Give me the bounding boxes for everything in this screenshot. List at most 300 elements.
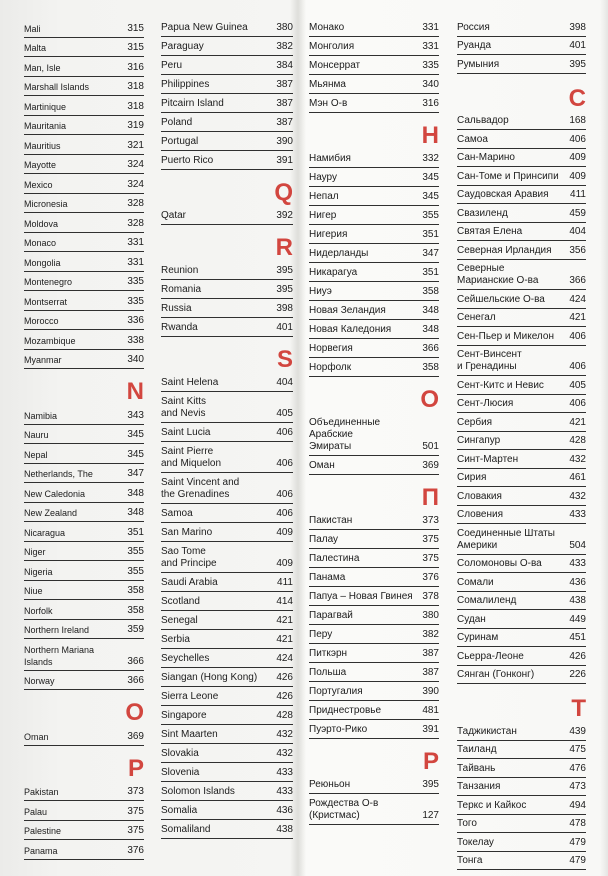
index-entry — [24, 786, 144, 801]
entry-page-number: 432 — [569, 453, 586, 465]
entry-page-number: 375 — [127, 825, 144, 836]
index-entry — [457, 651, 586, 666]
entry-name: Sierra Leone — [161, 691, 219, 702]
entry-page-number: 409 — [276, 558, 293, 569]
entry-name: Польша — [309, 667, 347, 678]
index-entry — [309, 724, 439, 739]
entry-page-number: 406 — [569, 361, 586, 372]
entry-page-number: 426 — [569, 650, 586, 662]
entry-name: Панама — [309, 572, 346, 583]
entry-name: Mauritius — [24, 140, 61, 151]
index-entry — [161, 653, 293, 668]
entry-name: San Marino — [161, 527, 213, 538]
entry-name: Ниуэ — [309, 286, 332, 297]
entry-page-number: 358 — [422, 286, 439, 297]
index-entry — [161, 136, 293, 151]
entry-page-number: 366 — [127, 675, 144, 686]
index-entry — [457, 226, 586, 241]
index-entry — [161, 748, 293, 763]
index-entry — [24, 42, 144, 57]
entry-name: Сенегал — [457, 312, 496, 323]
entry-name: Теркс и Кайкос — [457, 799, 527, 811]
entry-page-number: 404 — [276, 377, 293, 388]
entry-page-number: 439 — [569, 725, 586, 737]
entry-page-number: 369 — [422, 460, 439, 471]
index-entry — [24, 23, 144, 38]
entry-name: Norway — [24, 676, 55, 686]
entry-name: Montenegro — [24, 277, 73, 287]
entry-page-number: 436 — [276, 805, 293, 816]
entry-name: Свазиленд — [457, 207, 508, 219]
entry-page-number: 375 — [422, 534, 439, 545]
index-entry — [161, 577, 293, 592]
index-entry — [309, 324, 439, 339]
entry-name: Токелау — [457, 836, 494, 848]
section-letter: О — [420, 386, 439, 413]
entry-page-number: 331 — [127, 237, 144, 248]
entry-page-number: 343 — [127, 409, 144, 421]
index-entry — [161, 805, 293, 820]
entry-page-number: 398 — [569, 21, 586, 33]
entry-page-number: 347 — [422, 248, 439, 259]
index-entry — [24, 335, 144, 350]
entry-page-number: 451 — [569, 632, 586, 643]
entry-name: Португалия — [309, 686, 363, 697]
entry-name: Mongolia — [24, 257, 61, 268]
index-entry — [24, 179, 144, 194]
entry-name: Morocco — [24, 316, 59, 326]
entry-name: Mauritania — [24, 121, 67, 131]
entry-name: Реюньон — [309, 779, 351, 790]
entry-page-number: 479 — [569, 855, 586, 866]
entry-name: Rwanda — [161, 322, 198, 333]
entry-name: Сирия — [457, 472, 487, 483]
entry-name: Сомалиленд — [457, 595, 517, 606]
entry-name: Северные Марианские О-ва — [457, 263, 539, 286]
index-entry — [161, 691, 293, 706]
index-entry — [457, 726, 586, 741]
entry-name: Монголия — [309, 41, 355, 52]
index-column-4 — [457, 18, 586, 870]
index-entry — [309, 343, 439, 358]
index-entry — [161, 786, 293, 801]
entry-name: Судан — [457, 613, 486, 625]
entry-name: Сан-Марино — [457, 152, 515, 163]
index-entry — [309, 591, 439, 606]
index-entry — [457, 491, 586, 506]
entry-name: Сингапур — [457, 435, 501, 446]
index-entry — [161, 446, 293, 473]
entry-name: Siangan (Hong Kong) — [161, 672, 258, 683]
entry-name: Nicaragua — [24, 527, 66, 538]
entry-page-number: 331 — [422, 22, 439, 33]
entry-page-number: 338 — [127, 334, 144, 346]
entry-page-number: 414 — [276, 596, 293, 607]
entry-name: Сент-Люсия — [457, 398, 514, 409]
entry-name: Новая Каледония — [309, 324, 392, 335]
index-entry — [309, 553, 439, 568]
entry-page-number: 376 — [422, 572, 439, 583]
index-entry — [161, 767, 293, 782]
index-entry — [161, 22, 293, 37]
index-entry — [161, 672, 293, 687]
index-entry — [161, 634, 293, 649]
entry-name: Namibia — [24, 410, 58, 421]
entry-name: Sao Tome and Principe — [161, 546, 217, 569]
entry-page-number: 421 — [569, 312, 586, 323]
entry-name: Saint Vincent and the Grenadines — [161, 477, 240, 500]
index-entry — [309, 534, 439, 549]
entry-page-number: 424 — [569, 293, 586, 305]
entry-page-number: 436 — [569, 576, 586, 588]
index-entry — [161, 729, 293, 744]
entry-page-number: 355 — [127, 546, 144, 557]
index-entry — [457, 189, 586, 204]
index-entry — [24, 257, 144, 272]
index-column-1 — [24, 18, 144, 860]
index-entry — [309, 572, 439, 587]
index-entry — [309, 172, 439, 187]
entry-name: Somalia — [161, 805, 198, 816]
entry-page-number: 398 — [276, 303, 293, 314]
index-entry — [457, 632, 586, 647]
entry-name: Man, Isle — [24, 62, 61, 73]
index-entry — [457, 800, 586, 815]
index-entry — [457, 331, 586, 346]
entry-name: Сейшельские О-ва — [457, 293, 545, 305]
entry-name: Норвегия — [309, 343, 353, 354]
entry-page-number: 395 — [276, 284, 293, 295]
entry-name: Sint Maarten — [161, 729, 218, 740]
index-entry — [161, 615, 293, 630]
entry-name: Pakistan — [24, 787, 59, 797]
entry-name: Northern Ireland — [24, 625, 90, 635]
entry-name: Россия — [457, 21, 490, 33]
entry-page-number: 406 — [569, 133, 586, 145]
entry-page-number: 406 — [276, 458, 293, 469]
entry-page-number: 382 — [422, 629, 439, 640]
entry-page-number: 345 — [127, 429, 144, 440]
entry-name: Суринам — [457, 632, 499, 643]
index-entry — [457, 398, 586, 413]
section-letter: S — [276, 346, 293, 373]
entry-name: Пуэрто-Рико — [309, 724, 368, 735]
entry-page-number: 438 — [569, 595, 586, 606]
entry-name: Saint Helena — [161, 377, 219, 388]
index-entry — [161, 824, 293, 839]
entry-page-number: 324 — [127, 159, 144, 170]
entry-page-number: 406 — [569, 398, 586, 409]
entry-name: Qatar — [161, 210, 187, 221]
entry-name: Mexico — [24, 179, 53, 190]
index-entry — [457, 22, 586, 37]
entry-page-number: 324 — [127, 178, 144, 190]
entry-page-number: 384 — [276, 60, 293, 71]
entry-name: Сербия — [457, 416, 493, 428]
entry-page-number: 406 — [276, 489, 293, 500]
entry-page-number: 316 — [127, 61, 144, 73]
index-entry — [457, 669, 586, 684]
entry-page-number: 369 — [127, 730, 144, 742]
entry-page-number: 432 — [569, 490, 586, 502]
entry-name: Северная Ирландия — [457, 244, 552, 256]
index-entry — [161, 303, 293, 318]
index-entry — [161, 396, 293, 423]
entry-name: Намибия — [309, 153, 351, 164]
entry-name: Нидерланды — [309, 248, 369, 259]
entry-name: Myanmar — [24, 355, 62, 365]
entry-name: Руанда — [457, 40, 492, 51]
entry-name: Seychelles — [161, 653, 210, 664]
entry-name: Танзания — [457, 781, 501, 792]
entry-name: Нигер — [309, 210, 337, 221]
entry-name: Puerto Rico — [161, 155, 214, 166]
index-entry — [24, 488, 144, 503]
index-entry — [309, 686, 439, 701]
index-entry — [457, 528, 586, 555]
entry-name: Poland — [161, 117, 193, 128]
entry-name: Palau — [24, 806, 48, 817]
index-entry — [457, 577, 586, 592]
entry-page-number: 481 — [422, 705, 439, 716]
entry-page-number: 335 — [127, 295, 144, 307]
entry-page-number: 432 — [276, 729, 293, 740]
index-entry — [309, 210, 439, 225]
index-entry — [24, 62, 144, 77]
entry-page-number: 405 — [569, 379, 586, 391]
entry-name: Serbia — [161, 634, 190, 645]
entry-name: Новая Зеландия — [309, 305, 386, 316]
entry-page-number: 387 — [422, 667, 439, 678]
index-entry — [309, 98, 439, 113]
entry-name: Mayotte — [24, 160, 57, 170]
entry-name: Мьянма — [309, 79, 346, 90]
index-entry — [24, 527, 144, 542]
index-entry — [309, 779, 439, 794]
entry-page-number: 426 — [276, 691, 293, 702]
entry-page-number: 504 — [569, 539, 586, 551]
entry-name: Самоа — [457, 133, 488, 145]
entry-page-number: 345 — [422, 172, 439, 183]
entry-page-number: 380 — [276, 22, 293, 33]
entry-page-number: 461 — [569, 472, 586, 483]
index-entry — [457, 263, 586, 290]
index-entry — [309, 705, 439, 720]
index-entry — [24, 546, 144, 561]
index-entry — [24, 731, 144, 746]
entry-page-number: 433 — [276, 767, 293, 778]
index-entry — [24, 315, 144, 330]
entry-name: Питкэрн — [309, 648, 348, 659]
entry-page-number: 336 — [127, 315, 144, 326]
index-entry — [457, 208, 586, 223]
entry-name: Никарагуа — [309, 267, 358, 278]
entry-name: Объединенные Арабские Эмираты — [309, 417, 381, 452]
index-entry — [457, 40, 586, 55]
index-entry — [457, 558, 586, 573]
index-entry — [309, 286, 439, 301]
entry-page-number: 406 — [276, 508, 293, 519]
entry-page-number: 428 — [276, 710, 293, 721]
index-entry — [24, 237, 144, 252]
entry-name: Пакистан — [309, 515, 353, 526]
entry-name: Netherlands, The — [24, 469, 93, 479]
entry-name: Saint Kitts and Nevis — [161, 396, 207, 419]
index-entry — [457, 763, 586, 778]
entry-page-number: 316 — [422, 98, 439, 109]
entry-page-number: 380 — [422, 610, 439, 621]
index-entry — [457, 417, 586, 432]
entry-name: Somaliland — [161, 824, 211, 835]
index-entry — [161, 284, 293, 299]
index-entry — [457, 595, 586, 610]
entry-page-number: 432 — [276, 748, 293, 759]
entry-name: Micronesia — [24, 199, 68, 209]
entry-page-number: 328 — [127, 217, 144, 229]
entry-page-number: 406 — [276, 427, 293, 438]
entry-page-number: 421 — [276, 634, 293, 645]
entry-name: New Zealand — [24, 508, 78, 518]
entry-name: Сент-Винсент и Гренадины — [457, 349, 522, 372]
entry-name: New Caledonia — [24, 488, 86, 499]
entry-name: Malta — [24, 43, 47, 53]
entry-name: Mali — [24, 23, 41, 34]
entry-page-number: 428 — [569, 435, 586, 446]
entry-name: Непал — [309, 191, 339, 202]
index-entry — [457, 781, 586, 796]
index-entry — [309, 798, 439, 825]
entry-page-number: 411 — [277, 577, 293, 588]
entry-name: Сальвадор — [457, 115, 509, 126]
entry-name: Оман — [309, 460, 335, 471]
section-letter: Р — [422, 748, 439, 775]
index-entry — [24, 644, 144, 671]
index-entry — [457, 855, 586, 870]
entry-name: Scotland — [161, 596, 200, 607]
entry-name: Таиланд — [457, 744, 497, 755]
index-entry — [457, 837, 586, 852]
entry-page-number: 387 — [276, 79, 293, 90]
entry-page-number: 366 — [127, 655, 144, 667]
section-letter: R — [275, 234, 293, 261]
index-entry — [24, 410, 144, 425]
entry-page-number: 395 — [569, 58, 586, 70]
index-entry — [309, 362, 439, 377]
index-entry — [24, 806, 144, 821]
entry-name: Samoa — [161, 508, 193, 519]
entry-name: Рождества О-в (Кристмас) — [309, 798, 379, 821]
entry-page-number: 501 — [422, 441, 439, 452]
entry-page-number: 340 — [127, 354, 144, 365]
entry-page-number: 340 — [422, 79, 439, 90]
index-entry — [161, 117, 293, 132]
entry-name: Парагвай — [309, 610, 353, 621]
index-entry — [309, 41, 439, 56]
entry-page-number: 168 — [569, 115, 586, 126]
entry-name: Nigeria — [24, 566, 53, 577]
entry-name: Святая Елена — [457, 226, 523, 237]
index-entry — [161, 79, 293, 94]
entry-name: Нигерия — [309, 229, 348, 240]
entry-page-number: 328 — [127, 198, 144, 209]
entry-name: Northern Mariana Islands — [24, 644, 95, 667]
entry-name: Philippines — [161, 79, 210, 90]
index-entry — [24, 296, 144, 311]
entry-page-number: 391 — [422, 724, 439, 735]
index-entry — [309, 191, 439, 206]
index-entry — [309, 417, 439, 456]
entry-name: Solomon Islands — [161, 786, 235, 797]
entry-page-number: 405 — [276, 408, 293, 419]
index-entry — [24, 159, 144, 174]
entry-page-number: 355 — [422, 210, 439, 221]
entry-page-number: 376 — [127, 844, 144, 856]
entry-name: Монако — [309, 22, 345, 33]
entry-name: Перу — [309, 629, 333, 640]
entry-page-number: 382 — [276, 41, 293, 52]
entry-page-number: 321 — [127, 139, 144, 151]
entry-name: Nauru — [24, 430, 49, 440]
index-entry — [161, 427, 293, 442]
entry-page-number: 409 — [569, 170, 586, 182]
section-letter: Н — [421, 122, 439, 149]
entry-page-number: 459 — [569, 207, 586, 219]
entry-page-number: 315 — [127, 22, 144, 34]
entry-page-number: 351 — [127, 526, 144, 538]
entry-name: Монсеррат — [309, 60, 361, 71]
entry-page-number: 356 — [569, 244, 586, 256]
entry-page-number: 433 — [569, 558, 586, 569]
entry-name: Того — [457, 818, 477, 829]
entry-name: Синт-Мартен — [457, 453, 519, 465]
entry-name: Marshall Islands — [24, 82, 90, 92]
entry-page-number: 331 — [127, 256, 144, 268]
index-entry — [24, 429, 144, 444]
entry-name: Palestine — [24, 826, 62, 836]
entry-name: Saint Pierre and Miquelon — [161, 446, 222, 469]
entry-page-number: 373 — [422, 515, 439, 526]
index-column-2 — [161, 18, 293, 839]
entry-page-number: 378 — [422, 591, 439, 602]
index-entry — [309, 629, 439, 644]
index-entry — [309, 305, 439, 320]
entry-page-number: 348 — [422, 324, 439, 335]
index-entry — [309, 648, 439, 663]
index-entry — [309, 515, 439, 530]
entry-page-number: 348 — [422, 305, 439, 316]
index-entry — [24, 276, 144, 291]
entry-page-number: 335 — [422, 60, 439, 71]
index-entry — [161, 527, 293, 542]
index-entry — [161, 322, 293, 337]
index-entry — [309, 267, 439, 282]
entry-page-number: 318 — [127, 100, 144, 112]
index-entry — [161, 60, 293, 75]
entry-page-number: 348 — [127, 507, 144, 518]
index-entry — [457, 509, 586, 524]
entry-page-number: 358 — [127, 585, 144, 596]
index-entry — [309, 610, 439, 625]
entry-name: Приднестровье — [309, 705, 382, 716]
index-entry — [457, 380, 586, 395]
entry-name: Peru — [161, 60, 183, 71]
entry-page-number: 345 — [127, 448, 144, 460]
entry-page-number: 387 — [422, 648, 439, 659]
index-entry — [161, 508, 293, 523]
entry-name: Senegal — [161, 615, 198, 626]
entry-name: Мэн О-в — [309, 98, 348, 109]
entry-page-number: 478 — [569, 818, 586, 829]
